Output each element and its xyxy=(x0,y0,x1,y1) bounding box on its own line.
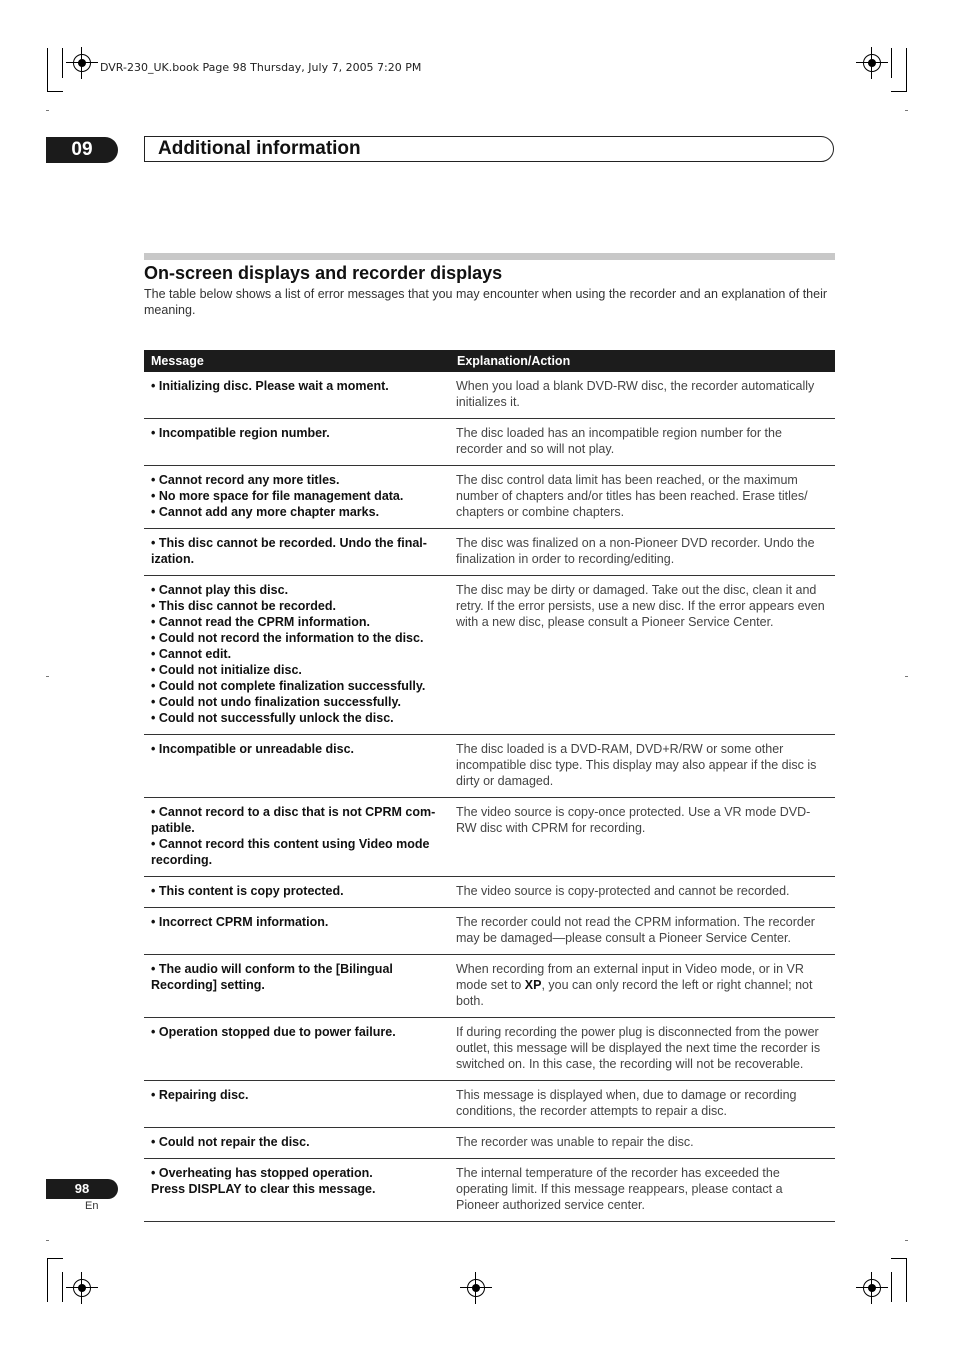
explanation-cell: The recorder was unable to repair the disc. xyxy=(450,1128,835,1159)
explanation-cell xyxy=(450,955,835,1018)
error-message: • No more space for file management data. xyxy=(151,489,404,503)
section-divider xyxy=(144,253,835,260)
mode-name: XP xyxy=(524,978,542,992)
error-message: • Overheating has stopped operation. xyxy=(151,1166,373,1180)
chapter-number-badge: 09 xyxy=(46,137,118,163)
table-row xyxy=(144,1128,835,1159)
error-message: • Incorrect CPRM information. xyxy=(151,915,329,929)
chapter-title: Additional information xyxy=(158,138,361,159)
error-message: • Cannot read the CPRM information. xyxy=(151,615,370,629)
explanation-cell: This message is displayed when, due to damage or recording conditions, the recorder attempts to repair a disc. xyxy=(450,1081,835,1128)
table-row xyxy=(144,1159,835,1222)
message-cell xyxy=(144,419,450,466)
message-cell xyxy=(144,955,450,1018)
error-message: • Could not initialize disc. xyxy=(151,663,302,677)
table-row xyxy=(144,419,835,466)
explanation-cell: The video source is copy-protected and cannot be recorded. xyxy=(450,877,835,908)
table-row xyxy=(144,529,835,576)
table-row xyxy=(144,955,835,1018)
error-message: • Cannot play this disc. xyxy=(151,583,289,597)
message-cell xyxy=(144,908,450,955)
message-cell xyxy=(144,576,450,735)
registration-mark-icon xyxy=(863,54,881,72)
message-cell xyxy=(144,529,450,576)
message-cell xyxy=(144,372,450,419)
error-message: • This disc cannot be recorded. xyxy=(151,599,336,613)
page-language: En xyxy=(85,1200,99,1212)
table-row xyxy=(144,1018,835,1081)
explanation-cell: The disc may be dirty or damaged. Take out the disc, clean it and retry. If the error persists, use a new disc. If the error appears even with a new disc, please consult a Pioneer Service Center. xyxy=(450,576,835,735)
registration-mark-icon xyxy=(73,1279,91,1297)
table-row xyxy=(144,877,835,908)
message-cell xyxy=(144,1081,450,1128)
table-row xyxy=(144,466,835,529)
table-row xyxy=(144,798,835,877)
message-cell xyxy=(144,798,450,877)
registration-mark-icon xyxy=(467,1279,485,1297)
section-title: On-screen displays and recorder displays xyxy=(144,263,503,283)
explanation-cell: The video source is copy-once protected. Use a VR mode DVD-RW disc with CPRM for recording. xyxy=(450,798,835,877)
error-message: • Cannot record this content using Video mode recording. xyxy=(151,837,430,867)
explanation-cell: The internal temperature of the recorder has exceeded the operating limit. If this message reappears, please contact a Pioneer authorized service center. xyxy=(450,1159,835,1222)
message-cell xyxy=(144,1018,450,1081)
explanation-cell: The disc loaded has an incompatible region number for the recorder and so will not play. xyxy=(450,419,835,466)
error-message: • This content is copy protected. xyxy=(151,884,344,898)
error-message: • Cannot edit. xyxy=(151,647,232,661)
table-row xyxy=(144,735,835,798)
message-cell xyxy=(144,1159,450,1222)
error-message: • Initializing disc. Please wait a moment. xyxy=(151,379,389,393)
section-intro: The table below shows a list of error messages that you may encounter when using the recorder and an explanation of their meaning. xyxy=(144,287,828,317)
error-message: • Operation stopped due to power failure. xyxy=(151,1025,396,1039)
error-message: • Could not record the information to the disc. xyxy=(151,631,424,645)
message-cell xyxy=(144,735,450,798)
explanation-text: When recording from an external input in Video mode, or in VR mode set to xyxy=(456,962,804,992)
explanation-cell: If during recording the power plug is disconnected from the power outlet, this message will be displayed the next time the recorder is switched on. In this case, the recording will not be recoverable. xyxy=(450,1018,835,1081)
error-message: • Could not successfully unlock the disc. xyxy=(151,711,394,725)
error-message: • Cannot add any more chapter marks. xyxy=(151,505,380,519)
error-message: • Could not complete finalization successfully. xyxy=(151,679,426,693)
column-header-explanation: Explanation/Action xyxy=(450,350,835,372)
registration-mark-icon xyxy=(863,1279,881,1297)
table-body xyxy=(144,372,835,1222)
error-message: • Cannot record any more titles. xyxy=(151,473,340,487)
message-cell xyxy=(144,466,450,529)
error-message: • Incompatible or unreadable disc. xyxy=(151,742,355,756)
print-info: DVR-230_UK.book Page 98 Thursday, July 7, 2005 7:20 PM xyxy=(100,61,422,74)
explanation-text: , you can only record the left or right channel; not both. xyxy=(456,978,813,1008)
column-header-message: Message xyxy=(144,350,450,372)
error-message: • Incompatible region number. xyxy=(151,426,330,440)
table-row xyxy=(144,1081,835,1128)
explanation-cell: The disc control data limit has been reached, or the maximum number of chapters and/or titles has been reached. Erase titles/ chapters or combine chapters. xyxy=(450,466,835,529)
error-message: • Repairing disc. xyxy=(151,1088,249,1102)
explanation-cell: The recorder could not read the CPRM information. The recorder may be damaged—please consult a Pioneer Service Center. xyxy=(450,908,835,955)
explanation-cell: The disc was finalized on a non-Pioneer DVD recorder. Undo the finalization in order to recording/editing. xyxy=(450,529,835,576)
message-cell xyxy=(144,1128,450,1159)
error-message: • Could not undo finalization successfully. xyxy=(151,695,401,709)
message-cell xyxy=(144,877,450,908)
error-message-table xyxy=(144,350,835,1222)
page-number-badge: 98 xyxy=(46,1179,118,1199)
error-message: • Cannot record to a disc that is not CPRM com-patible. xyxy=(151,805,436,835)
error-message: • Could not repair the disc. xyxy=(151,1135,310,1149)
error-message: • The audio will conform to the [Bilingual Recording] setting. xyxy=(151,962,393,992)
explanation-cell: The disc loaded is a DVD-RAM, DVD+R/RW or some other incompatible disc type. This display may also appear if the disc is dirty or damaged. xyxy=(450,735,835,798)
registration-mark-icon xyxy=(73,54,91,72)
error-message: • This disc cannot be recorded. Undo the final-ization. xyxy=(151,536,427,566)
chapter-header xyxy=(144,136,834,162)
error-message: Press DISPLAY to clear this message. xyxy=(151,1182,376,1196)
table-row xyxy=(144,576,835,735)
table-header-row xyxy=(144,350,835,372)
explanation-cell: When you load a blank DVD-RW disc, the recorder automatically initializes it. xyxy=(450,372,835,419)
table-row xyxy=(144,372,835,419)
table-row xyxy=(144,908,835,955)
